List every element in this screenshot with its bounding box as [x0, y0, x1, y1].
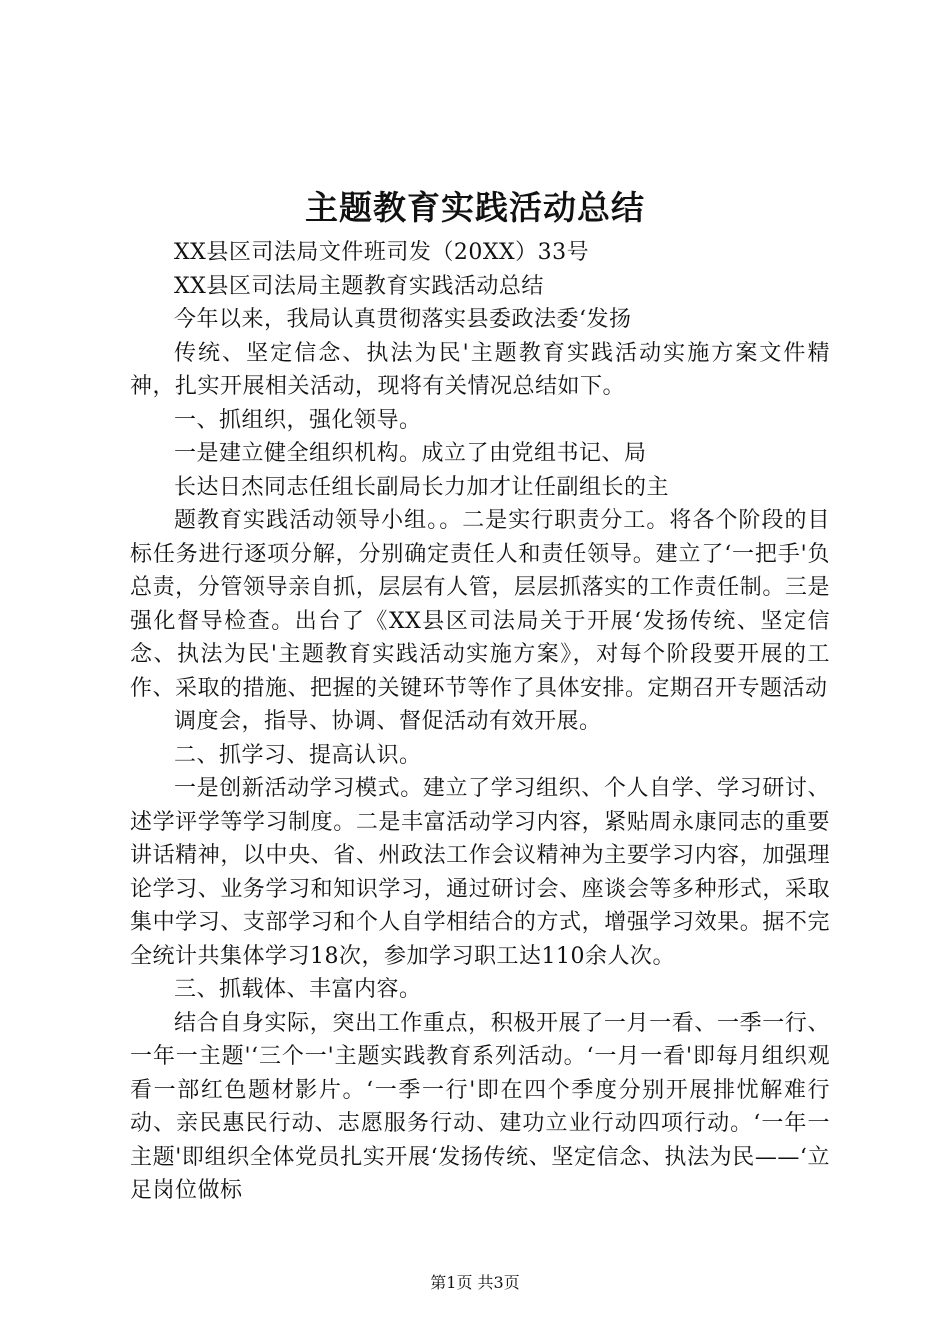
paragraph-section-1-end: 调度会，指导、协调、督促活动有效开展。	[174, 709, 602, 734]
heading-section-1: 一、抓组织，强化领导。	[174, 407, 422, 433]
paragraph-file-number: XX县区司法局文件班司发（20XX）33号	[174, 240, 590, 265]
paragraph-section-1-line-2: 长达日杰同志任组长副局长力加才让任副组长的主	[174, 474, 670, 500]
paragraph-subtitle: XX县区司法局主题教育实践活动总结	[174, 273, 544, 299]
paragraph-section-3-body: 结合自身实际，突出工作重点，积极开展了一月一看、一季一行、一年一主题'‘三个一'主题实践教育系列活动。‘一月一看'即每月组织观看一部红色题材影片。‘一季一行'即在四个季度分别开展排忧解难行动、亲民惠民行动、志愿服务行动、建功立业行动四项行动。‘一年一主题'即组织全体党员扎实开展‘发扬传统、坚定信念、执法为民——‘立足岗位做标	[130, 1010, 830, 1203]
document-title: 主题教育实践活动总结	[305, 188, 645, 227]
paragraph-section-1-body: 题教育实践活动领导小组。。二是实行职责分工。将各个阶段的目标任务进行逐项分解，分别确定责任人和责任领导。建立了‘一把手'负总责，分管领导亲自抓，层层有人管，层层抓落实的工作责任制。三是强化督导检查。出台了《XX县区司法局关于开展‘发扬传统、坚定信念、执法为民'主题教育实践活动实施方案》，对每个阶段要开展的工作、采取的措施、把握的关键环节等作了具体安排。定期召开专题活动	[130, 508, 830, 701]
heading-section-3: 三、抓载体、丰富内容。	[174, 977, 422, 1002]
paragraph-intro-line: 今年以来，我局认真贯彻落实县委政法委‘发扬	[174, 307, 632, 332]
heading-section-2: 二、抓学习、提高认识。	[174, 742, 422, 768]
page-footer: 第1页 共3页	[430, 1273, 520, 1292]
paragraph-section-2-body: 一是创新活动学习模式。建立了学习组织、个人自学、学习研讨、述学评学等学习制度。二是丰富活动学习内容，紧贴周永康同志的重要讲话精神，以中央、省、州政法工作会议精神为主要学习内容，加强理论学习、业务学习和知识学习，通过研讨会、座谈会等多种形式，采取集中学习、支部学习和个人自学相结合的方式，增强学习效果。据不完全统计共集体学习18次，参加学习职工达110余人次。	[130, 776, 830, 969]
document-body	[130, 236, 830, 1208]
paragraph-section-1-line-1: 一是建立健全组织机构。成立了由党组书记、局	[174, 441, 647, 466]
paragraph-intro-body: 传统、坚定信念、执法为民'主题教育实践活动实施方案文件精神，扎实开展相关活动，现将有关情况总结如下。	[130, 340, 830, 399]
